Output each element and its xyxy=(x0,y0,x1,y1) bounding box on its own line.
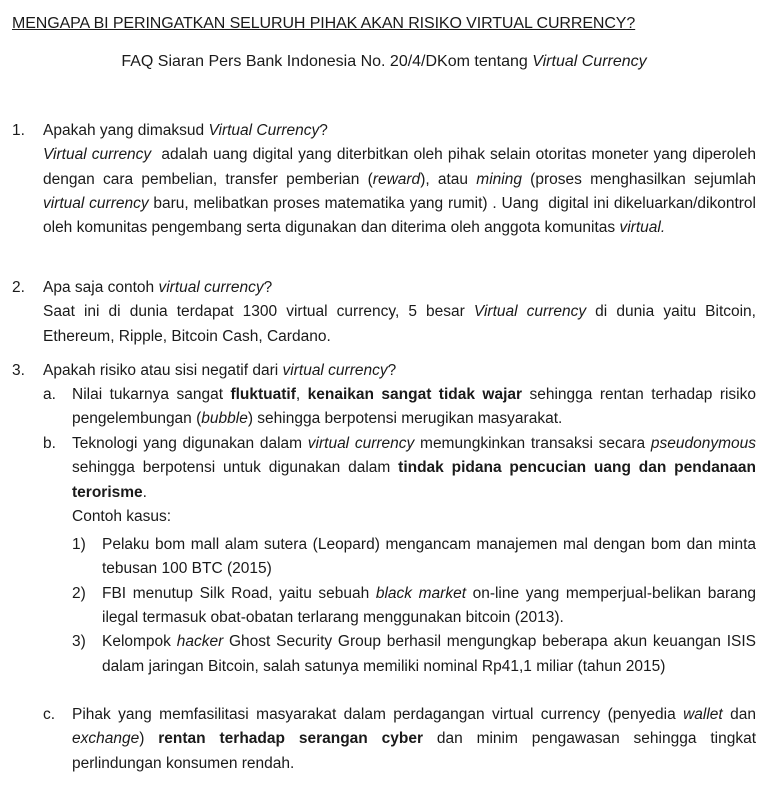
answer-text: di dunia yaitu Bitcoin, Ethereum, Ripple, Bitcoin Cash, Cardano. xyxy=(43,303,756,345)
risk-text-part: ) xyxy=(139,730,159,748)
question-text: Apakah risiko atau sisi negatif dari xyxy=(43,362,283,379)
question-suffix: ? xyxy=(387,362,397,379)
risk-text xyxy=(43,432,756,505)
risk-bold: rentan terhadap serangan cyber xyxy=(158,730,423,748)
faq-question xyxy=(12,359,756,383)
subtitle-text: FAQ Siaran Pers Bank Indonesia No. 20/4/DKom tentang xyxy=(121,53,533,70)
case-label: 2) xyxy=(72,584,86,602)
faq-item-2 xyxy=(12,276,756,349)
risk-text-part: ) sehingga berpotensi merugikan masyarakat. xyxy=(247,410,563,428)
document-subtitle xyxy=(0,50,768,74)
faq-item-3 xyxy=(12,359,756,383)
answer-italic: virtual currency xyxy=(43,194,149,212)
faq-number: 2. xyxy=(12,279,25,296)
faq-number: 3. xyxy=(12,362,25,379)
risk-label: b. xyxy=(43,435,56,452)
risk-bold: tindak pidana pencucian uang dan pendanaan terorisme xyxy=(72,459,756,501)
case-item-3 xyxy=(43,630,756,679)
answer-italic: Virtual currency xyxy=(43,146,152,164)
case-text: FBI menutup Silk Road, yaitu sebuah xyxy=(102,584,376,602)
risk-italic: virtual currency xyxy=(307,435,415,452)
risk-italic: wallet xyxy=(683,706,723,723)
faq-item-1 xyxy=(12,119,761,240)
answer-text: adalah uang digital yang diterbitkan oleh pihak selain otoritas moneter yang diperoleh dengan cara pembelian, transfer pemberian ( xyxy=(43,146,761,188)
answer-italic: virtual. xyxy=(619,219,666,237)
risk-item-b xyxy=(43,432,756,679)
case-text: Kelompok xyxy=(102,633,177,651)
answer-text: Saat ini di dunia terdapat 1300 virtual currency, 5 besar xyxy=(43,303,474,321)
faq-question xyxy=(12,119,756,143)
answer-italic: reward xyxy=(372,170,421,188)
risk-text-part: dan minim pengawasan sehingga tingkat perlindungan konsumen rendah. xyxy=(72,730,757,772)
question-italic: Virtual Currency xyxy=(208,122,320,139)
subtitle-italic: Virtual Currency xyxy=(532,53,647,70)
question-suffix: ? xyxy=(263,279,273,296)
risk-text-part: memungkinkan transaksi secara xyxy=(414,435,651,452)
case-text: on-line yang memperjual-belikan barang ilegal termasuk obat-obatan terlarang menggunakan bitcoin (2013). xyxy=(102,584,756,627)
case-text: Pelaku bom mall alam sutera (Leopard) mengancam manajemen mal dengan bom dan minta tebusan 100 BTC (2015) xyxy=(102,536,756,578)
risk-bold: kenaikan sangat tidak wajar xyxy=(307,386,523,403)
case-italic: black market xyxy=(375,584,466,602)
risk-italic: exchange xyxy=(72,730,140,748)
risk-text-part: sehingga rentan terhadap risiko pengelembungan ( xyxy=(72,386,756,428)
risk-bold: fluktuatif xyxy=(230,386,296,403)
question-suffix: ? xyxy=(319,122,328,139)
risk-text-part: Pihak yang memfasilitasi masyarakat dalam perdagangan virtual currency (penyedia xyxy=(72,706,684,723)
risk-text-part: Nilai tukarnya sangat xyxy=(72,386,231,403)
answer-text: ), atau xyxy=(420,170,477,188)
risk-label: c. xyxy=(43,706,56,723)
risk-italic: bubble xyxy=(201,410,248,428)
risk-italic: pseudonymous xyxy=(650,435,756,452)
case-item-1 xyxy=(43,533,756,582)
risk-text-part: sehingga berpotensi untuk digunakan dalam xyxy=(72,459,399,477)
answer-text: baru, melibatkan proses matematika yang rumit) . Uang digital ini dikeluarkan/dikontrol oleh komunitas pengembang serta digunakan dan diterima oleh anggota komunitas xyxy=(43,194,761,237)
risk-text xyxy=(43,383,756,432)
risk-text-part: dan xyxy=(722,706,756,723)
risk-text-part: . xyxy=(142,483,147,501)
question-text: Apakah yang dimaksud xyxy=(43,122,209,139)
case-label: 3) xyxy=(72,633,86,651)
answer-italic: Virtual currency xyxy=(473,303,587,321)
case-heading: Contoh kasus: xyxy=(72,507,172,525)
case-label: 1) xyxy=(72,536,86,554)
risk-text-part: Teknologi yang digunakan dalam xyxy=(72,435,308,452)
answer-text: (proses menghasilkan sejumlah xyxy=(521,170,756,188)
faq-question xyxy=(12,276,756,300)
risk-text xyxy=(43,703,756,776)
faq-answer xyxy=(12,143,761,240)
document-title: MENGAPA BI PERINGATKAN SELURUH PIHAK AKAN RISIKO VIRTUAL CURRENCY? xyxy=(12,15,636,32)
case-italic: hacker xyxy=(176,633,224,651)
question-italic: virtual currency xyxy=(158,279,264,296)
faq-number: 1. xyxy=(12,122,25,139)
faq-answer xyxy=(12,300,756,349)
question-italic: virtual currency xyxy=(282,362,388,379)
case-text: Ghost Security Group berhasil mengungkap beberapa akun keuangan ISIS dalam jaringan Bitcoin, salah satunya memiliki nominal Rp41,1 miliar (tahun 2015) xyxy=(102,633,756,675)
risk-label: a. xyxy=(43,386,56,403)
case-item-2 xyxy=(43,582,756,631)
question-text: Apa saja contoh xyxy=(43,279,159,296)
risk-text-part: , xyxy=(295,386,308,403)
answer-italic: mining xyxy=(476,170,522,188)
risk-item-a xyxy=(43,383,756,432)
risk-item-c xyxy=(43,703,756,776)
